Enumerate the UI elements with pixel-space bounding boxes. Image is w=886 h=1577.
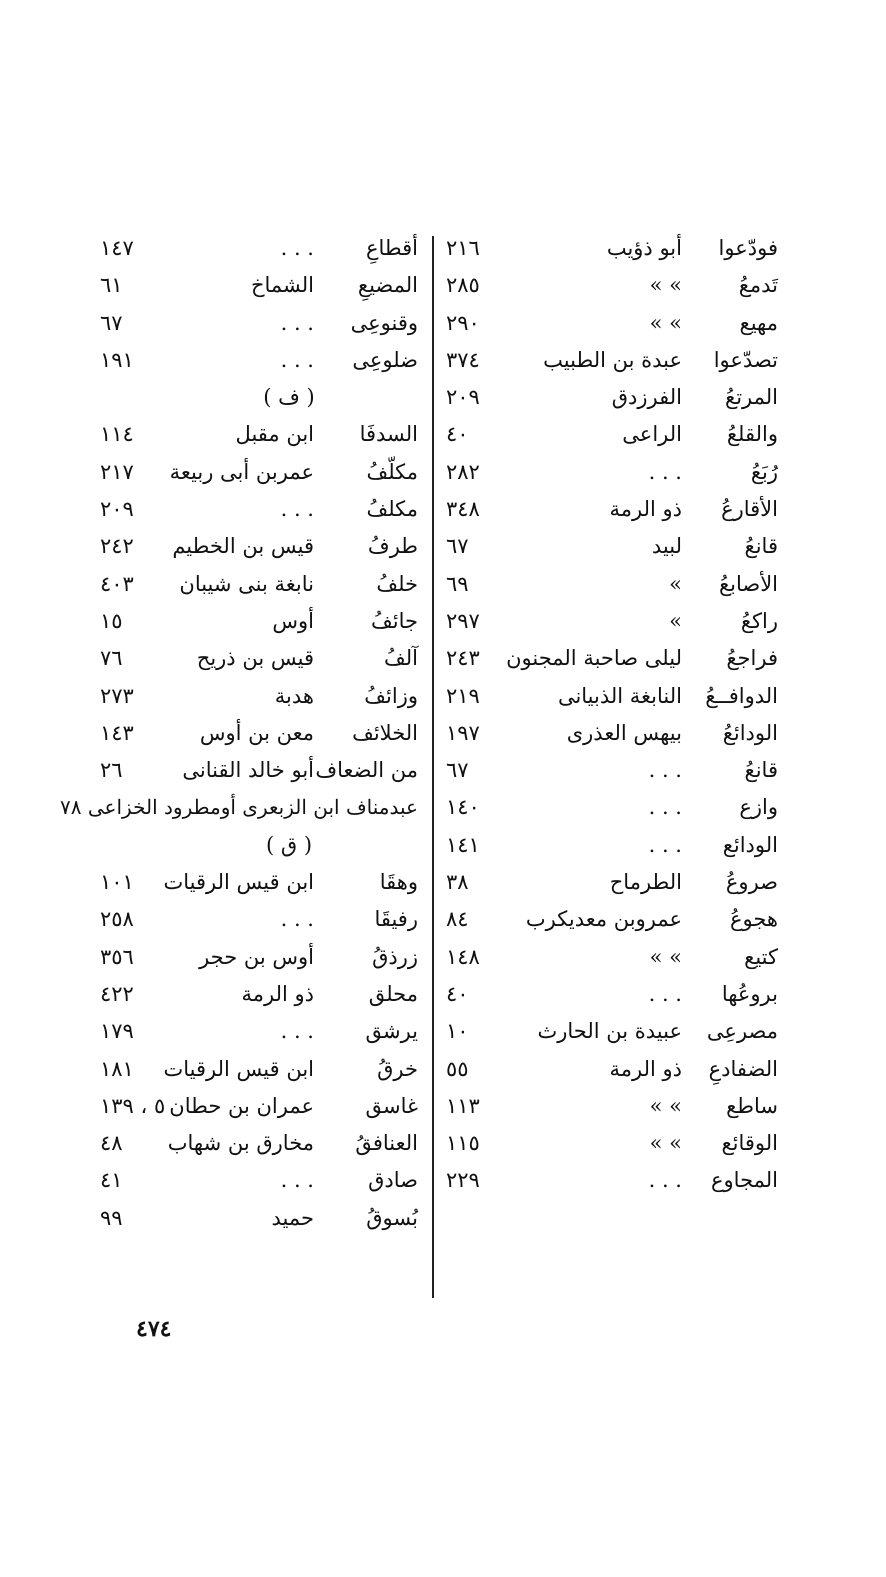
poet-name: ذو الرمة [241, 981, 314, 1006]
page-ref: ٢٨٥ [446, 273, 480, 298]
index-entry [446, 342, 778, 379]
rhyme-word: بُسوقُ [366, 1205, 418, 1230]
rhyme-word: أقطاعِ [365, 236, 418, 260]
page-ref: ٤٨ [100, 1131, 123, 1156]
index-entry [100, 528, 418, 565]
rhyme-word: قانعُ [744, 534, 778, 559]
page-ref: ٢٧٣ [100, 683, 134, 708]
rhyme-word: العنافقُ [355, 1131, 418, 1156]
poet-name: الشماخ [250, 273, 314, 298]
poet-name: لبيد [651, 534, 682, 559]
rhyme-word: المرتعُ [725, 385, 778, 410]
column-divider [432, 236, 434, 1298]
poet-name: الفرزدق [611, 385, 682, 410]
poet-name: . . . [280, 907, 314, 932]
poet-name: » » [649, 310, 682, 335]
page-ref: ٦٩ [446, 571, 469, 596]
index-entry [100, 1162, 418, 1199]
index-entry [100, 230, 418, 267]
index-entry [100, 491, 418, 528]
page-ref: ١٥ [100, 608, 123, 633]
page-ref: ٣٧٤ [446, 347, 480, 372]
section-letter: ( ف ) [263, 385, 315, 410]
index-entry [100, 1200, 418, 1237]
index-entry [100, 715, 418, 752]
index-entry [446, 1013, 778, 1050]
rhyme-word: جائفُ [371, 608, 418, 633]
index-entry [446, 901, 778, 938]
rhyme-word: يرشق [365, 1019, 418, 1044]
index-entry [100, 1051, 418, 1088]
index-entry [446, 416, 778, 453]
page-ref: ٦٧ [100, 310, 123, 335]
page-ref: ١٩١ [100, 347, 134, 372]
rhyme-word: فراجعُ [726, 646, 778, 671]
rhyme-word: مصرعِى [706, 1019, 778, 1044]
poet-name: . . . [280, 1019, 314, 1044]
poet-name: عبدة بن الطبيب [543, 347, 682, 372]
poet-name: أوس بن حجر [199, 944, 314, 969]
page-ref: ١٤٧ [100, 236, 134, 260]
rhyme-word: رُبَعُ [750, 459, 778, 484]
poet-name: » » [649, 273, 682, 298]
poet-name: . . . [648, 1168, 682, 1193]
rhyme-word: محلق [368, 981, 418, 1006]
index-entry [446, 379, 778, 416]
index-entry [446, 230, 778, 267]
rhyme-word: هجوعُ [729, 907, 778, 932]
entry-full-text: عبدمناف ابن الزبعرى أومطرود الخزاعى ٧٨ [60, 795, 418, 820]
page-ref: ١٤٣ [100, 720, 134, 745]
rhyme-word: خلفُ [376, 571, 418, 596]
poet-name: . . . [280, 1168, 314, 1193]
index-entry [446, 267, 778, 304]
poet-name: . . . [648, 795, 682, 820]
poet-name: النابغة الذبيانى [557, 683, 682, 708]
rhyme-word: آلفُ [384, 646, 418, 671]
poet-name: أوس [272, 608, 314, 633]
index-entry [100, 752, 418, 789]
rhyme-word: صادق [368, 1168, 418, 1193]
rhyme-word: الضفادعِ [708, 1056, 778, 1081]
rhyme-word: وزائفُ [364, 683, 418, 708]
page-ref: ١٤١ [446, 832, 480, 857]
rhyme-word: المضيعِ [357, 273, 418, 298]
index-entry [446, 789, 778, 826]
rhyme-word: والقلعُ [726, 422, 778, 447]
rhyme-word: مكلّفُ [366, 459, 418, 484]
page-ref: ٦٧ [446, 758, 469, 783]
poet-name: قيس بن ذريح [196, 646, 314, 671]
poet-name: بيهس العذرى [566, 720, 682, 745]
index-entry [446, 976, 778, 1013]
index-entry [446, 864, 778, 901]
rhyme-word: الأصابعُ [718, 571, 778, 596]
poet-name: حميد [271, 1205, 314, 1230]
page-ref: ٨٤ [446, 907, 469, 932]
page-ref: ٦١ [100, 273, 123, 298]
page-ref: ٢١٦ [446, 236, 480, 260]
index-entry [446, 678, 778, 715]
index-entry [446, 305, 778, 342]
rhyme-word: مكلفُ [366, 497, 418, 522]
index-entry [446, 566, 778, 603]
index-entry [60, 789, 418, 826]
rhyme-word: السدفَا [359, 422, 418, 447]
poet-name: . . . [280, 497, 314, 522]
poet-name: ليلى صاحبة المجنون [506, 646, 682, 671]
poet-name: الطرماح [609, 870, 682, 895]
index-entry [100, 864, 418, 901]
index-entry [100, 305, 418, 342]
page-ref: ٢٩٠ [446, 310, 480, 335]
poet-name: أبو ذؤيب [606, 236, 682, 260]
page-ref: ٥٥ [446, 1056, 469, 1081]
poet-name: ابن قيس الرقيات [163, 870, 314, 895]
rhyme-word: الخلائف [352, 720, 418, 745]
page-ref: ١٤٨ [446, 944, 480, 969]
poet-name: . . . [280, 347, 314, 372]
left-column [60, 230, 418, 1237]
index-entry [100, 939, 418, 976]
index-entry [446, 1162, 778, 1199]
rhyme-word: زرذقُ [372, 944, 418, 969]
poet-name: قيس بن الخطيم [172, 534, 314, 559]
poet-name: » [669, 571, 682, 596]
index-entry [446, 603, 778, 640]
index-entry [446, 752, 778, 789]
rhyme-word: تصدّعوا [713, 347, 778, 372]
page-ref: ٤٠ [446, 422, 469, 447]
index-entry [100, 1088, 418, 1125]
rhyme-word: مهيع [739, 310, 778, 335]
index-entry [446, 454, 778, 491]
rhyme-word: الودائع [722, 832, 778, 857]
index-entry [100, 342, 418, 379]
index-entry [100, 976, 418, 1013]
page-ref: ٢٩٧ [446, 608, 480, 633]
poet-name: عمروبن معديكرب [525, 907, 682, 932]
page-ref: ٩٩ [100, 1205, 123, 1230]
index-entry [446, 528, 778, 565]
page-ref: ١٠١ [100, 870, 134, 895]
index-entry [100, 603, 418, 640]
page-ref: ١٩٧ [446, 720, 480, 745]
poet-name: ذو الرمة [609, 497, 682, 522]
poet-name: » » [649, 944, 682, 969]
page-ref: ٥ ، ١٣٩ [100, 1093, 166, 1118]
poet-name: . . . [648, 832, 682, 857]
rhyme-word: المجاوع [711, 1168, 778, 1193]
page-ref: ٤٠ [446, 981, 469, 1006]
poet-name: نابغة بنى شيبان [179, 571, 314, 596]
page-ref: ٢٤٣ [446, 646, 480, 671]
index-entry [446, 1125, 778, 1162]
rhyme-word: الدوافــعُ [705, 683, 778, 708]
rhyme-word: قانعُ [744, 758, 778, 783]
page-ref: ١١٣ [446, 1093, 480, 1118]
page-ref: ٢٠٩ [446, 385, 480, 410]
rhyme-word: ضلوعِى [352, 347, 418, 372]
poet-name: » » [649, 1093, 682, 1118]
page-number: ٤٧٤ [136, 1316, 172, 1342]
poet-name: معن بن أوس [199, 720, 314, 745]
poet-name: » [669, 608, 682, 633]
poet-name: . . . [648, 459, 682, 484]
index-entry [100, 901, 418, 938]
poet-name: . . . [280, 310, 314, 335]
page-ref: ٢٤٢ [100, 534, 134, 559]
index-entry [100, 1125, 418, 1162]
rhyme-word: وهقَا [379, 870, 418, 895]
page-ref: ١٨١ [100, 1056, 134, 1081]
poet-name: . . . [648, 981, 682, 1006]
rhyme-word: من الضعاف [315, 758, 418, 783]
poet-name: عمران بن حطان [169, 1093, 314, 1118]
index-entry [100, 640, 418, 677]
page-ref: ١٠ [446, 1019, 469, 1044]
poet-name: » » [649, 1131, 682, 1156]
index-entry [446, 827, 778, 864]
page-ref: ٢١٩ [446, 683, 480, 708]
poet-name: ابن مقبل [235, 422, 314, 447]
page-ref: ٢٦ [100, 758, 123, 783]
rhyme-word: الوقائع [721, 1131, 778, 1156]
rhyme-word: ساطع [726, 1093, 778, 1118]
index-entry [100, 416, 418, 453]
page-ref: ٢٢٩ [446, 1168, 480, 1193]
index-entry [100, 566, 418, 603]
section-header [100, 827, 418, 864]
page-ref: ١١٥ [446, 1131, 480, 1156]
page-ref: ٧٦ [100, 646, 123, 671]
rhyme-word: كتيع [744, 944, 778, 969]
index-entry [446, 715, 778, 752]
rhyme-word: طرفُ [367, 534, 418, 559]
page-ref: ٢٨٢ [446, 459, 480, 484]
poet-name: عمربن أبى ربيعة [169, 459, 314, 484]
page-ref: ١٤٠ [446, 795, 480, 820]
rhyme-word: فودّعوا [718, 236, 778, 260]
index-entry [446, 1051, 778, 1088]
poet-name: ذو الرمة [609, 1056, 682, 1081]
rhyme-word: صروعُ [725, 870, 778, 895]
index-entry [446, 1088, 778, 1125]
page-ref: ١٧٩ [100, 1019, 134, 1044]
rhyme-word: الأقارعُ [721, 497, 778, 522]
poet-name: أبو خالد القنانى [182, 758, 314, 783]
rhyme-word: وقنوعِى [350, 310, 418, 335]
page-ref: ٢٥٨ [100, 907, 134, 932]
page-ref: ٤٢٢ [100, 981, 134, 1006]
rhyme-word: رفيقَا [374, 907, 418, 932]
index-entry [100, 1013, 418, 1050]
page-ref: ٣٨ [446, 870, 469, 895]
page-ref: ٢١٧ [100, 459, 134, 484]
rhyme-word: الودائعُ [722, 720, 778, 745]
rhyme-word: تَدمعُ [738, 273, 778, 298]
poet-name: . . . [648, 758, 682, 783]
section-letter: ( ق ) [265, 832, 313, 857]
poet-name: هدبة [274, 683, 314, 708]
page-ref: ٢٠٩ [100, 497, 134, 522]
rhyme-word: وازع [739, 795, 778, 820]
page-ref: ١١٤ [100, 422, 134, 447]
index-entry [100, 678, 418, 715]
rhyme-word: خرقُ [377, 1056, 418, 1081]
poet-name: الراعى [622, 422, 682, 447]
page-ref: ٤٠٣ [100, 571, 134, 596]
rhyme-word: بروعُها [721, 981, 778, 1006]
index-entry [446, 491, 778, 528]
poet-name: ابن قيس الرقيات [163, 1056, 314, 1081]
poet-name: . . . [280, 236, 314, 260]
index-entry [446, 939, 778, 976]
section-header [100, 379, 418, 416]
page-ref: ٣٤٨ [446, 497, 480, 522]
poet-name: عبيدة بن الحارث [537, 1019, 682, 1044]
rhyme-word: راكعُ [740, 608, 778, 633]
page-ref: ٣٥٦ [100, 944, 134, 969]
rhyme-word: غاسق [365, 1093, 418, 1118]
index-entry [446, 640, 778, 677]
page-ref: ٤١ [100, 1168, 123, 1193]
index-entry [100, 267, 418, 304]
index-entry [100, 454, 418, 491]
right-column [446, 230, 778, 1200]
poet-name: مخارق بن شهاب [167, 1131, 314, 1156]
page-ref: ٦٧ [446, 534, 469, 559]
